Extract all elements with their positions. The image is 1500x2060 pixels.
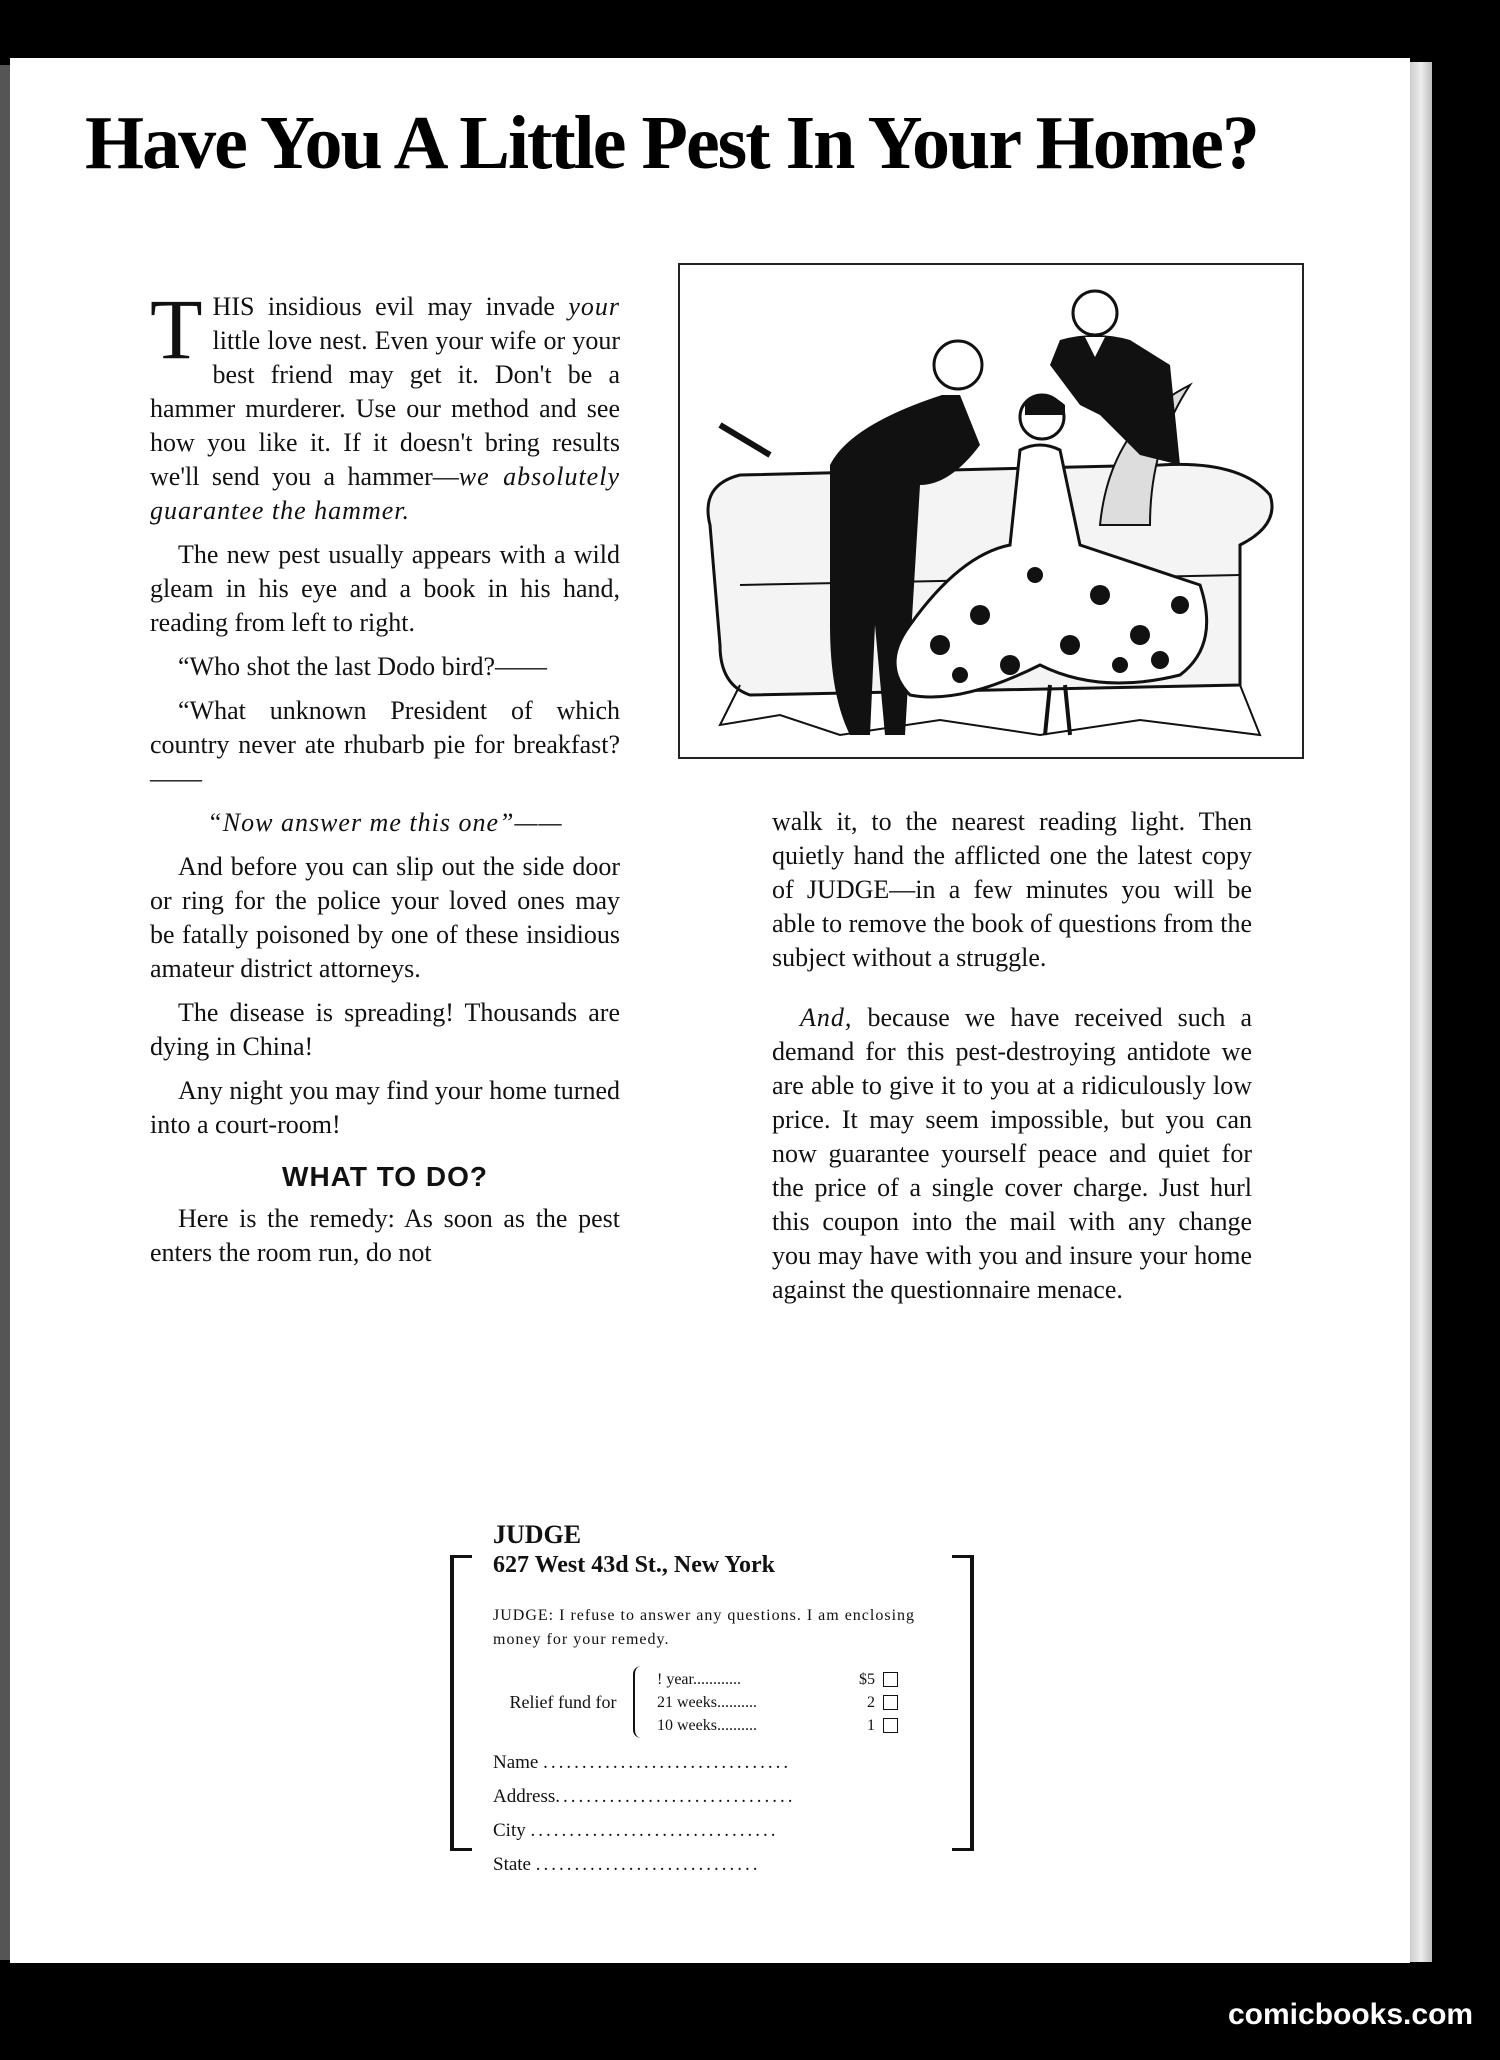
headline: Have You A Little Pest In Your Home?: [85, 101, 1258, 185]
paragraph-8: Any night you may find your home turned into a court-room!: [150, 1076, 620, 1139]
checkbox-1-year[interactable]: [883, 1672, 898, 1687]
paragraph-1: [150, 281, 620, 528]
right-column: [772, 805, 1252, 1317]
paragraph-2: The new pest usually appears with a wild gleam in his eye and a book in his hand, reading from left to right.: [150, 540, 620, 637]
coupon-body: [493, 1604, 943, 1882]
paragraph-5: “Now answer me this one”——: [207, 808, 563, 837]
right-paragraph-2: [772, 1001, 1252, 1307]
right-p2-em: And,: [800, 1003, 853, 1032]
p1-em: your: [568, 292, 620, 321]
relief-fund-options: [493, 1666, 943, 1738]
man-left-head: [934, 341, 982, 389]
option-1-year[interactable]: ! year............ $5: [657, 1668, 898, 1691]
man-right-head: [1073, 291, 1117, 335]
paragraph-7: The disease is spreading! Thousands are dying in China!: [150, 998, 620, 1061]
option-21-weeks[interactable]: 21 weeks.......... 2: [657, 1691, 898, 1714]
right-paragraph-1: walk it, to the nearest reading light. Then quietly hand the afflicted one the latest copy of JUDGE—in a few minutes you will be able to remove the book of questions from the subject without a struggle.: [772, 807, 1252, 972]
cartoon-illustration: [678, 263, 1304, 759]
checkbox-10-weeks[interactable]: [883, 1718, 898, 1733]
p1-end: little love nest. Even your wife or your best friend may get it. Don't be a hammer murderer. Use our method and see how you like it. If it doesn't bring results we'll send you a hammer—: [150, 326, 620, 491]
paragraph-4: “What unknown President of which country never ate rhubarb pie for breakfast?——: [150, 696, 620, 793]
checkbox-21-weeks[interactable]: [883, 1695, 898, 1710]
man-right-body: [1050, 335, 1180, 465]
name-field[interactable]: Name ................................: [493, 1752, 792, 1773]
coupon-address: 627 West 43d St., New York: [493, 1552, 776, 1578]
coupon-bracket-right: [952, 1555, 974, 1851]
relief-fund-label: Relief fund for: [509, 1692, 617, 1712]
paragraph-9: Here is the remedy: As soon as the pest enters the room run, do not: [150, 1204, 620, 1267]
address-field[interactable]: Address...............................: [493, 1786, 796, 1807]
state-field[interactable]: State .............................: [493, 1854, 761, 1875]
coupon-text: JUDGE: I refuse to answer any questions. I am enclosing money for your remedy.: [493, 1607, 916, 1648]
p1-em2: we absolutely guarantee the hammer.: [150, 462, 620, 525]
paragraph-3: “Who shot the last Dodo bird?——: [178, 652, 547, 681]
dropcap: T: [150, 281, 203, 377]
option-list: [657, 1668, 898, 1737]
page-edge-right: [1410, 62, 1432, 1962]
city-field[interactable]: City ................................: [493, 1820, 779, 1841]
brace-icon: [633, 1666, 645, 1738]
order-coupon: [440, 1520, 980, 1900]
left-column: [150, 281, 620, 1280]
paragraph-6: And before you can slip out the side door or ring for the police your loved ones may be fatally poisoned by one of these insidious amateur district attorneys.: [150, 852, 620, 983]
p1-start: HIS insidious evil may invade: [212, 292, 569, 321]
coupon-bracket-left: [450, 1555, 472, 1851]
right-p2-text: because we have received such a demand for this pest-destroying antidote we are able to give it to you at a ridiculously low price. It may seem impossible, but you can now guarantee yourself peace and quiet for the price of a single cover charge. Just hurl this coupon into the mail with any change you may have with you and insure your home against the questionnaire menace.: [772, 1003, 1252, 1304]
coupon-fields: [493, 1746, 943, 1882]
option-10-weeks[interactable]: 10 weeks.......... 1: [657, 1714, 898, 1737]
subhead-what-to-do: WHAT TO DO?: [282, 1161, 488, 1192]
cartoon-drawing: [680, 265, 1302, 757]
coupon-title: JUDGE: [493, 1520, 582, 1549]
watermark: comicbooks.com: [1228, 1998, 1474, 2031]
